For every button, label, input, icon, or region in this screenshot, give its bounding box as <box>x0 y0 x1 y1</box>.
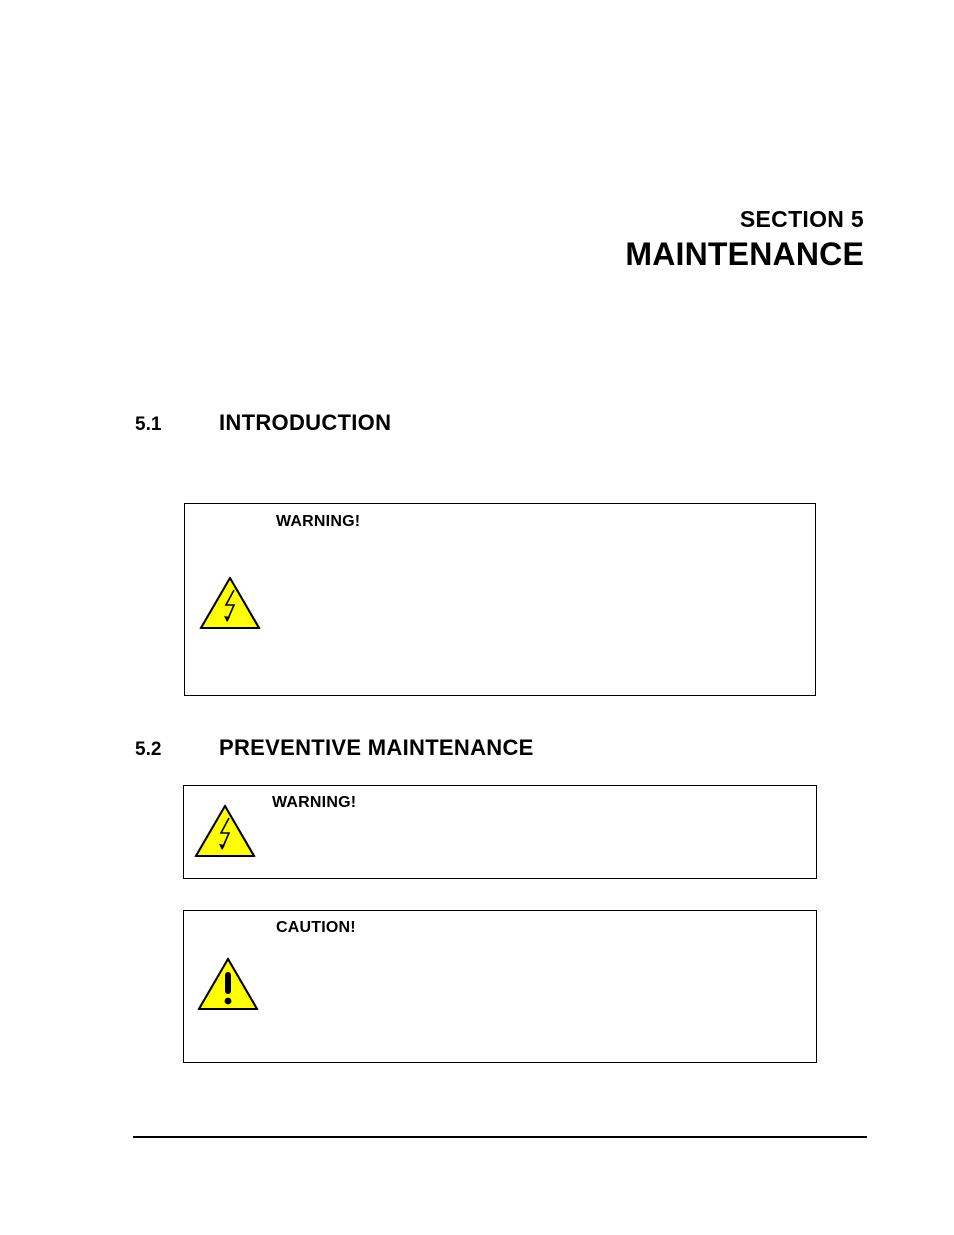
section-label: SECTION 5 <box>739 206 864 232</box>
notice-label: WARNING! <box>272 794 357 811</box>
heading-number: 5.1 <box>135 414 162 435</box>
heading-title: PREVENTIVE MAINTENANCE <box>219 735 534 760</box>
heading-introduction <box>135 410 391 436</box>
electrical-hazard-icon <box>192 802 258 860</box>
heading-preventive-maintenance <box>135 735 534 761</box>
heading-title: INTRODUCTION <box>219 410 392 435</box>
caution-box <box>183 910 817 1063</box>
warning-box <box>183 785 817 879</box>
footer-divider <box>133 1136 867 1138</box>
page-title: MAINTENANCE <box>625 236 864 272</box>
electrical-hazard-icon <box>197 574 263 632</box>
notice-label: WARNING! <box>276 513 361 530</box>
notice-label: CAUTION! <box>276 919 356 936</box>
warning-box <box>184 503 816 696</box>
heading-number: 5.2 <box>135 739 162 760</box>
caution-exclamation-icon <box>195 955 261 1013</box>
